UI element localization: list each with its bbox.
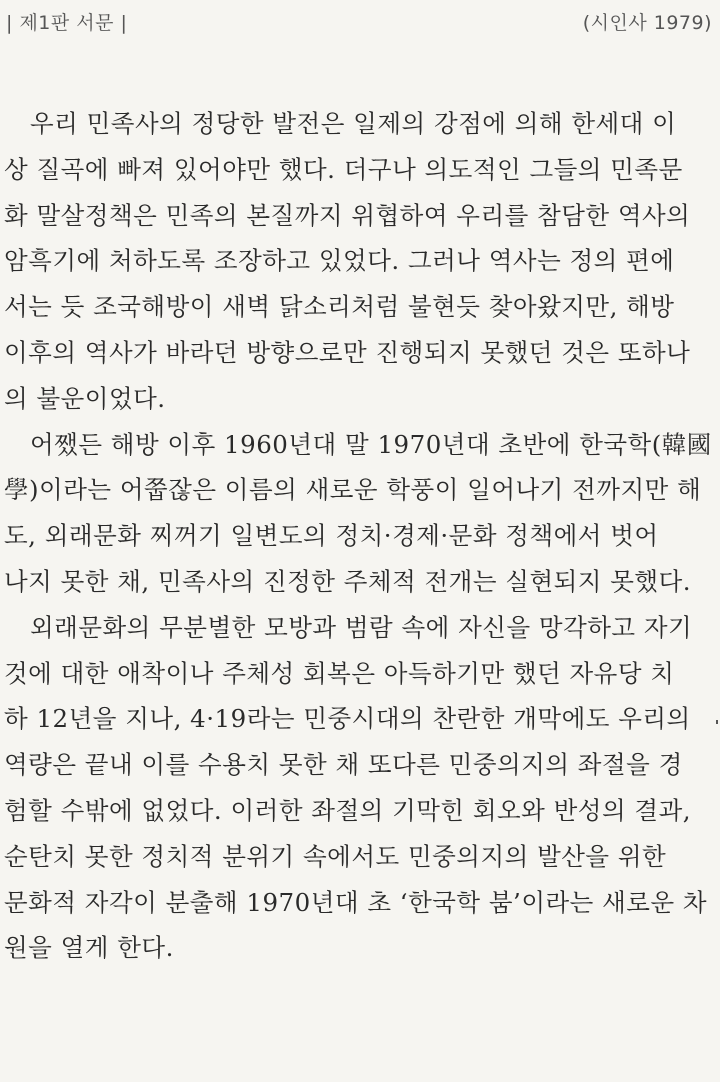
text-line: 원을 열게 한다. [4,933,174,963]
preface-body [4,101,716,971]
text-line: 문화적 자각이 분출해 1970년대 초 ‘한국학 붐’이라는 새로운 차 [4,887,708,917]
text-line: 화 말살정책은 민족의 본질까지 위협하여 우리를 참담한 역사의 [4,200,691,230]
text-line: 의 불운이었다. [4,383,166,413]
text-line: 도, 외래문화 찌꺼기 일변도의 정치·경제·문화 정책에서 벗어 [4,521,659,551]
source-note: (시인사 1979) [582,12,712,34]
text-line: 나지 못한 채, 민족사의 진정한 주체적 전개는 실현되지 못했다. [4,566,692,596]
text-line: 상 질곡에 빠져 있어야만 했다. 더구나 의도적인 그들의 민족문 [4,154,683,184]
text-line: 서는 듯 조국해방이 새벽 닭소리처럼 불현듯 찾아왔지만, 해방 [4,292,675,322]
section-label: | 제1판 서문 | [6,12,128,34]
stray-mark [716,720,718,724]
text-line: 외래문화의 무분별한 모방과 범람 속에 자신을 망각하고 자기 [30,612,693,642]
text-line: 이후의 역사가 바라던 방향으로만 진행되지 못했던 것은 또하나 [4,337,691,367]
text-line: 암흑기에 처하도록 조장하고 있었다. 그러나 역사는 정의 편에 [4,246,675,276]
text-line: 것에 대한 애착이나 주체성 회복은 아득하기만 했던 자유당 치 [4,658,675,688]
text-line: 험할 수밖에 없었다. 이러한 좌절의 기막힌 회오와 반성의 결과, [4,795,692,825]
text-line: 우리 민족사의 정당한 발전은 일제의 강점에 의해 한세대 이 [30,109,677,138]
text-line: 學)이라는 어쭙잖은 이름의 새로운 학풍이 일어나기 전까지만 해 [4,475,702,505]
text-line: 순탄치 못한 정치적 분위기 속에서도 민중의지의 발산을 위한 [4,841,667,871]
text-line: 하 12년을 지나, 4·19라는 민중시대의 찬란한 개막에도 우리의 [4,704,691,734]
text-line: 어쨌든 해방 이후 1960년대 말 1970년대 초반에 한국학(韓國 [30,429,712,459]
text-line: 역량은 끝내 이를 수용치 못한 채 또다른 민중의지의 좌절을 경 [4,750,683,780]
